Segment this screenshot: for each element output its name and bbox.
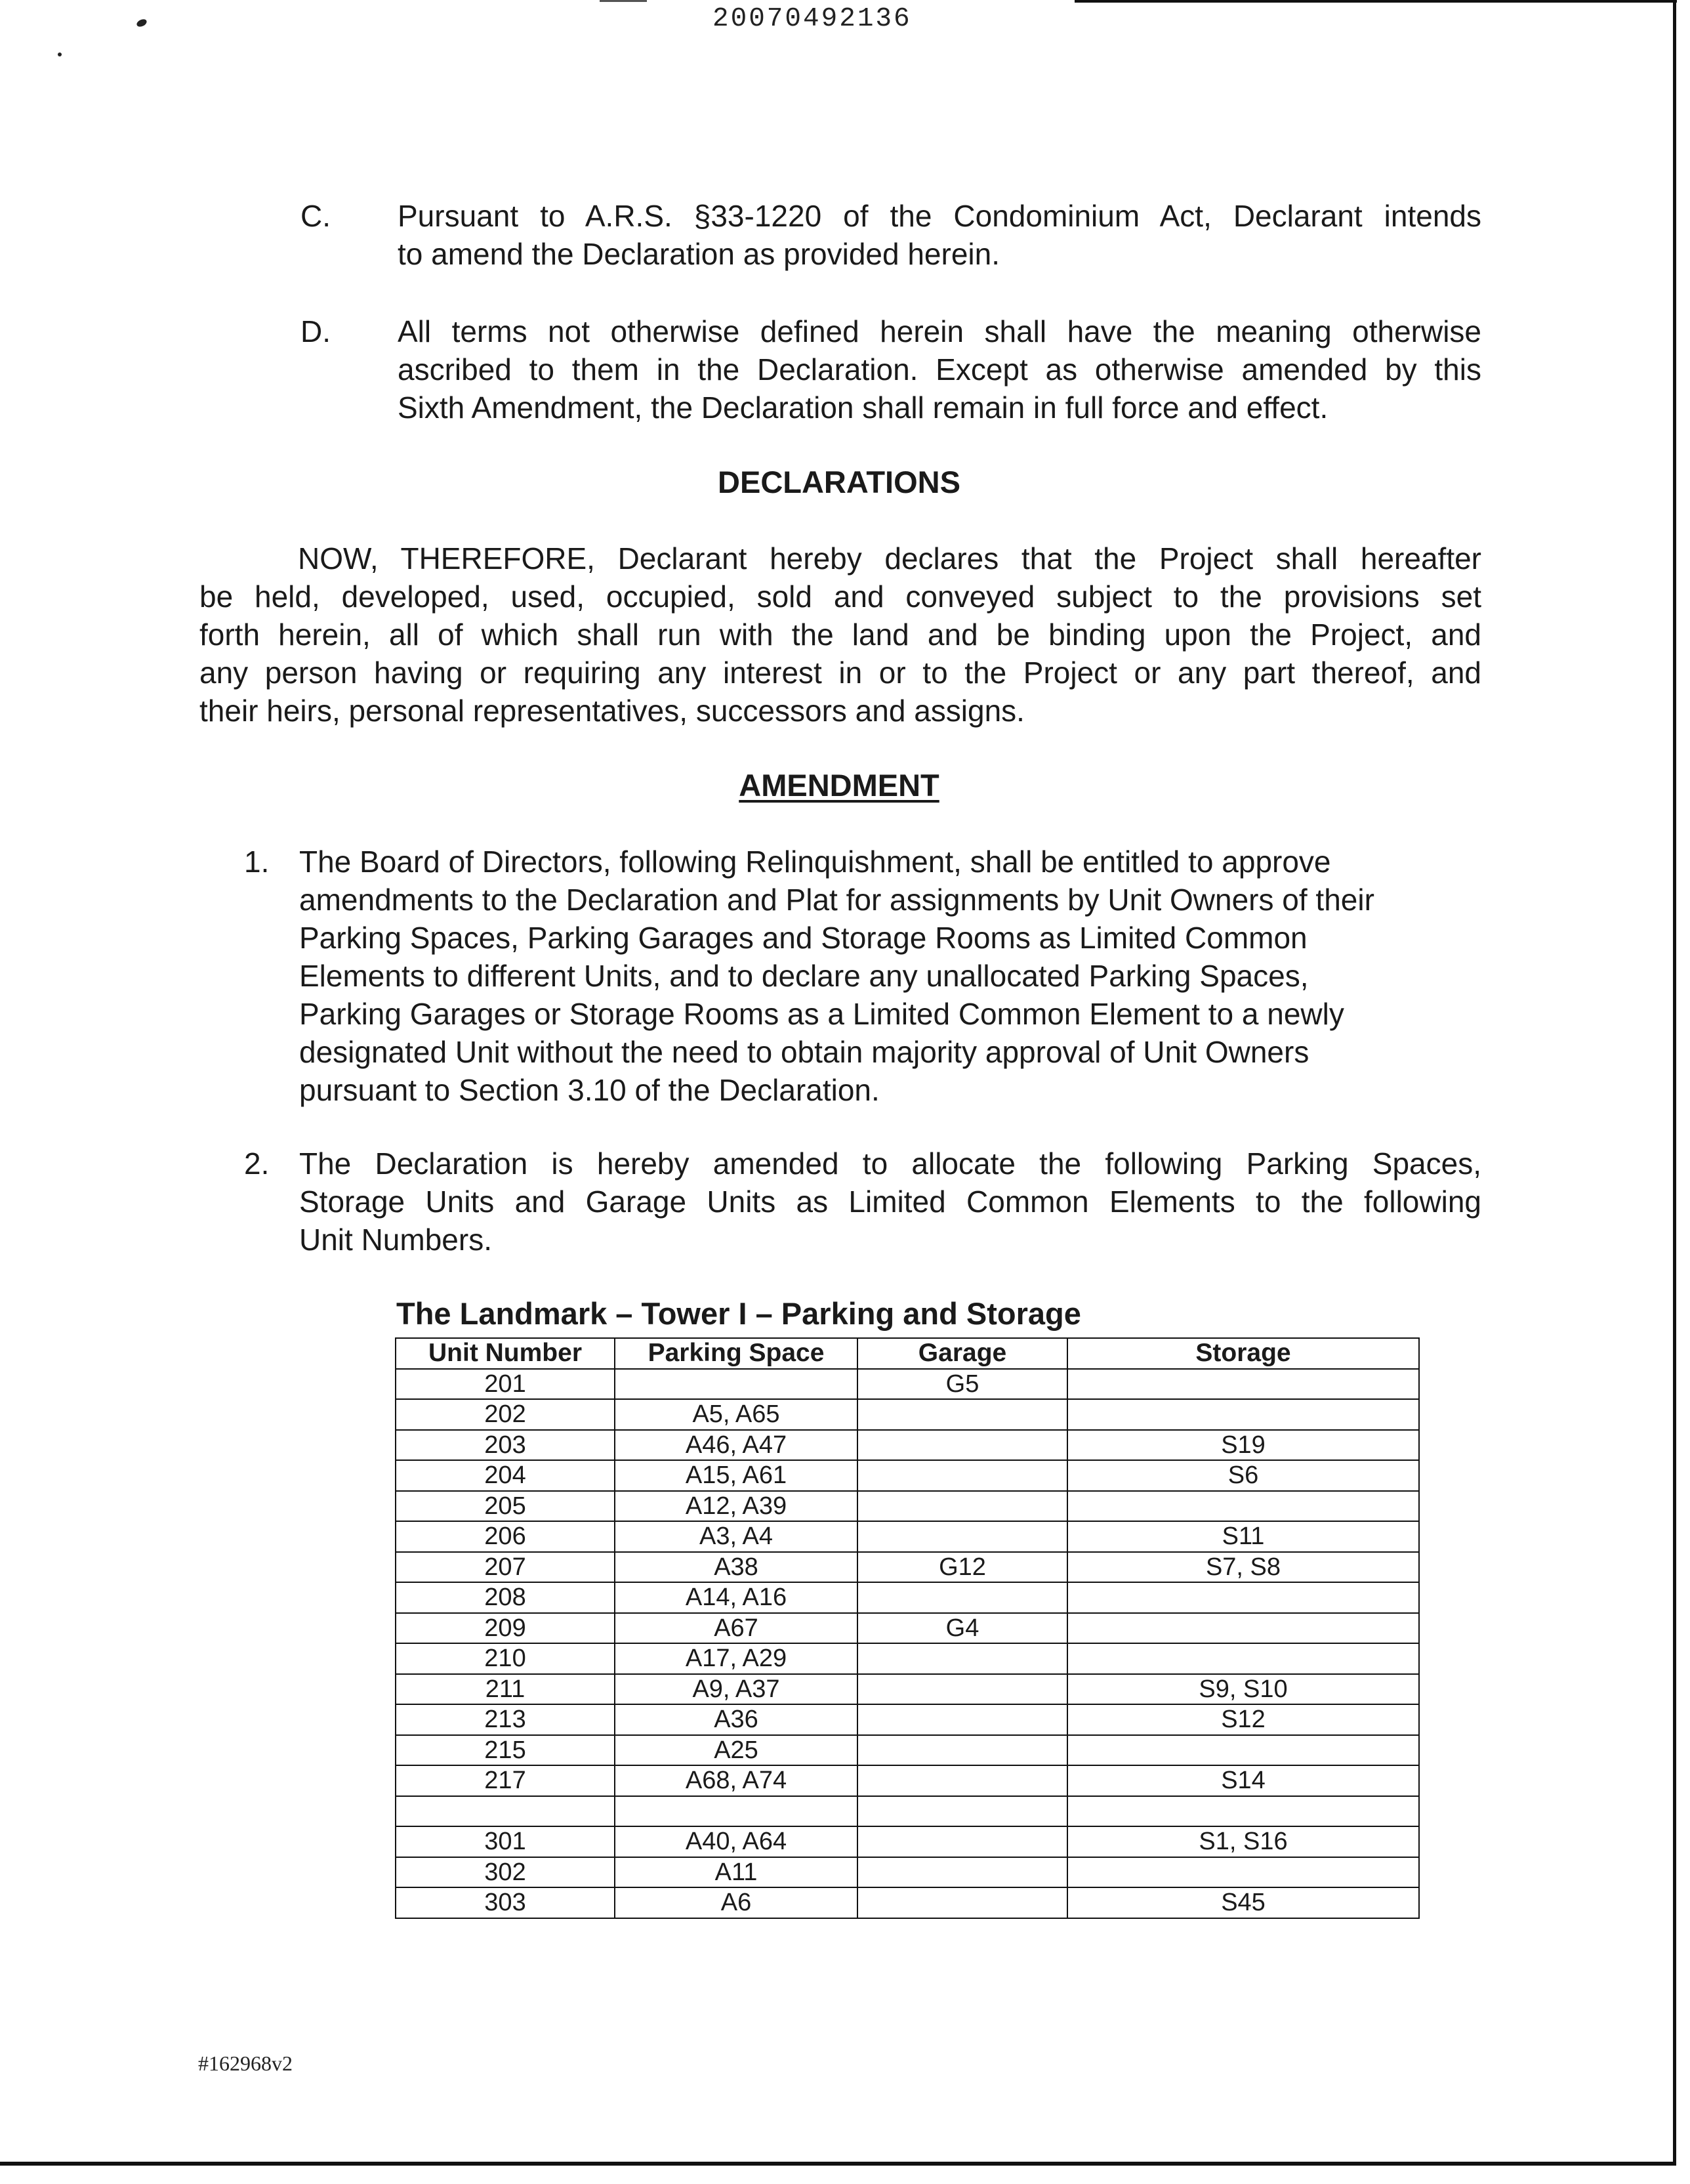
text-line: The Board of Directors, following Relinquishment, shall be entitled to approve: [299, 845, 1331, 879]
table-row: [396, 1369, 1419, 1400]
text-line: be held, developed, used, occupied, sold and conveyed subject to the provisions set: [199, 579, 1481, 614]
table-row: [396, 1857, 1419, 1888]
cell-unit-number: 302: [396, 1857, 615, 1888]
cell-storage: S1, S16: [1067, 1826, 1419, 1857]
table-row: [396, 1460, 1419, 1491]
column-header-unit-number: Unit Number: [396, 1338, 615, 1369]
table-row: [396, 1521, 1419, 1552]
table-row: [396, 1887, 1419, 1918]
text-line: ascribed to them in the Declaration. Except as otherwise amended by this: [398, 352, 1481, 387]
cell-garage: [857, 1765, 1067, 1796]
table-row: [396, 1582, 1419, 1613]
cell-storage: [1067, 1399, 1419, 1430]
cell-parking-space: A14, A16: [615, 1582, 857, 1613]
column-header-garage: Garage: [857, 1338, 1067, 1369]
cell-storage: [1067, 1491, 1419, 1522]
table-title: The Landmark – Tower I – Parking and Storage: [396, 1296, 1081, 1331]
cell-storage: [1067, 1582, 1419, 1613]
cell-storage: [1067, 1613, 1419, 1644]
cell-garage: [857, 1826, 1067, 1857]
text-line: amendments to the Declaration and Plat for assignments by Unit Owners of their: [299, 883, 1374, 917]
text-line: Sixth Amendment, the Declaration shall remain in full force and effect.: [398, 390, 1329, 425]
cell-garage: [857, 1582, 1067, 1613]
cell-storage: S9, S10: [1067, 1674, 1419, 1705]
cell-storage: [1067, 1643, 1419, 1674]
text-line: designated Unit without the need to obtain majority approval of Unit Owners: [299, 1035, 1309, 1069]
text-line: to amend the Declaration as provided herein.: [398, 237, 1000, 271]
text-line: any person having or requiring any interest in or to the Project or any part thereof, and: [199, 656, 1481, 690]
document-number: 20070492136: [712, 4, 912, 34]
cell-parking-space: A36: [615, 1704, 857, 1735]
table-row: [396, 1643, 1419, 1674]
text-line: Parking Spaces, Parking Garages and Storage Rooms as Limited Common: [299, 921, 1308, 955]
cell-parking-space: [615, 1796, 857, 1827]
cell-storage: [1067, 1796, 1419, 1827]
cell-parking-space: A3, A4: [615, 1521, 857, 1552]
text-line: The Declaration is hereby amended to allocate the following Parking Spaces,: [299, 1146, 1481, 1181]
cell-unit-number: 201: [396, 1369, 615, 1400]
cell-garage: [857, 1887, 1067, 1918]
cell-parking-space: A67: [615, 1613, 857, 1644]
cell-unit-number: 205: [396, 1491, 615, 1522]
cell-unit-number: [396, 1796, 615, 1827]
text-line: pursuant to Section 3.10 of the Declaration.: [299, 1073, 880, 1107]
scan-edge-right: [1673, 0, 1676, 2166]
cell-storage: S45: [1067, 1887, 1419, 1918]
cell-parking-space: A25: [615, 1735, 857, 1766]
cell-parking-space: A12, A39: [615, 1491, 857, 1522]
column-header-parking-space: Parking Space: [615, 1338, 857, 1369]
cell-garage: [857, 1857, 1067, 1888]
text-line: Unit Numbers.: [299, 1223, 492, 1257]
table-row: [396, 1552, 1419, 1583]
cell-unit-number: 301: [396, 1826, 615, 1857]
table-row: [396, 1491, 1419, 1522]
cell-unit-number: 211: [396, 1674, 615, 1705]
table-row: [396, 1613, 1419, 1644]
table-row: [396, 1399, 1419, 1430]
scan-speck: [136, 18, 148, 28]
table-row: [396, 1704, 1419, 1735]
cell-parking-space: A46, A47: [615, 1430, 857, 1461]
cell-garage: [857, 1399, 1067, 1430]
cell-garage: G4: [857, 1613, 1067, 1644]
text-line: Storage Units and Garage Units as Limited Common Elements to the following: [299, 1185, 1481, 1219]
cell-parking-space: A15, A61: [615, 1460, 857, 1491]
cell-storage: [1067, 1857, 1419, 1888]
cell-parking-space: A6: [615, 1887, 857, 1918]
cell-unit-number: 203: [396, 1430, 615, 1461]
cell-garage: [857, 1430, 1067, 1461]
cell-parking-space: A38: [615, 1552, 857, 1583]
footer-reference: #162968v2: [198, 2051, 293, 2075]
table-header-row: [396, 1338, 1419, 1369]
cell-garage: [857, 1704, 1067, 1735]
cell-garage: [857, 1460, 1067, 1491]
cell-storage: S12: [1067, 1704, 1419, 1735]
declarations-text: [199, 539, 1481, 730]
amendment-item-2-text: [299, 1144, 1481, 1259]
text-line: All terms not otherwise defined herein shall have the meaning otherwise: [398, 314, 1481, 348]
cell-unit-number: 202: [396, 1399, 615, 1430]
scan-speck: [58, 52, 62, 56]
cell-garage: [857, 1643, 1067, 1674]
cell-parking-space: A17, A29: [615, 1643, 857, 1674]
amendment-item-1-label: 1.: [244, 845, 270, 879]
scan-edge-top: [1075, 0, 1677, 3]
cell-garage: G5: [857, 1369, 1067, 1400]
table-row: [396, 1674, 1419, 1705]
cell-storage: [1067, 1369, 1419, 1400]
text-line: their heirs, personal representatives, successors and assigns.: [199, 694, 1025, 728]
declarations-heading: DECLARATIONS: [718, 465, 960, 499]
recital-d-label: D.: [300, 314, 331, 348]
scan-edge-bottom: [0, 2162, 1676, 2166]
cell-garage: [857, 1735, 1067, 1766]
text-line: forth herein, all of which shall run with the land and be binding upon the Project, and: [199, 618, 1481, 652]
text-line: Pursuant to A.R.S. §33-1220 of the Condominium Act, Declarant intends: [398, 199, 1481, 233]
cell-unit-number: 209: [396, 1613, 615, 1644]
cell-parking-space: A9, A37: [615, 1674, 857, 1705]
cell-garage: [857, 1674, 1067, 1705]
text-line: NOW, THEREFORE, Declarant hereby declares that the Project shall hereafter: [298, 541, 1481, 576]
cell-unit-number: 210: [396, 1643, 615, 1674]
table-row: [396, 1796, 1419, 1827]
cell-parking-space: A11: [615, 1857, 857, 1888]
cell-storage: S11: [1067, 1521, 1419, 1552]
cell-parking-space: A40, A64: [615, 1826, 857, 1857]
cell-storage: [1067, 1735, 1419, 1766]
cell-storage: S7, S8: [1067, 1552, 1419, 1583]
amendment-heading: AMENDMENT: [739, 768, 939, 803]
cell-garage: G12: [857, 1552, 1067, 1583]
cell-unit-number: 206: [396, 1521, 615, 1552]
cell-storage: S14: [1067, 1765, 1419, 1796]
recital-c-label: C.: [300, 199, 331, 233]
amendment-item-1-text: [299, 843, 1481, 1109]
cell-unit-number: 303: [396, 1887, 615, 1918]
cell-garage: [857, 1491, 1067, 1522]
table-row: [396, 1430, 1419, 1461]
column-header-storage: Storage: [1067, 1338, 1419, 1369]
cell-garage: [857, 1521, 1067, 1552]
cell-parking-space: A68, A74: [615, 1765, 857, 1796]
cell-unit-number: 204: [396, 1460, 615, 1491]
text-line: Parking Garages or Storage Rooms as a Limited Common Element to a newly: [299, 997, 1344, 1031]
parking-storage-table: [395, 1337, 1420, 1919]
recital-c-text: [398, 197, 1481, 273]
cell-parking-space: A5, A65: [615, 1399, 857, 1430]
cell-storage: S6: [1067, 1460, 1419, 1491]
table-body: [396, 1369, 1419, 1918]
cell-unit-number: 208: [396, 1582, 615, 1613]
cell-unit-number: 213: [396, 1704, 615, 1735]
cell-storage: S19: [1067, 1430, 1419, 1461]
cell-unit-number: 207: [396, 1552, 615, 1583]
cell-garage: [857, 1796, 1067, 1827]
cell-unit-number: 217: [396, 1765, 615, 1796]
text-line: Elements to different Units, and to declare any unallocated Parking Spaces,: [299, 959, 1309, 993]
table-row: [396, 1826, 1419, 1857]
scan-edge-top-left: [600, 0, 647, 2]
table-row: [396, 1735, 1419, 1766]
cell-parking-space: [615, 1369, 857, 1400]
cell-unit-number: 215: [396, 1735, 615, 1766]
amendment-item-2-label: 2.: [244, 1146, 270, 1181]
table-row: [396, 1765, 1419, 1796]
recital-d-text: [398, 312, 1481, 427]
